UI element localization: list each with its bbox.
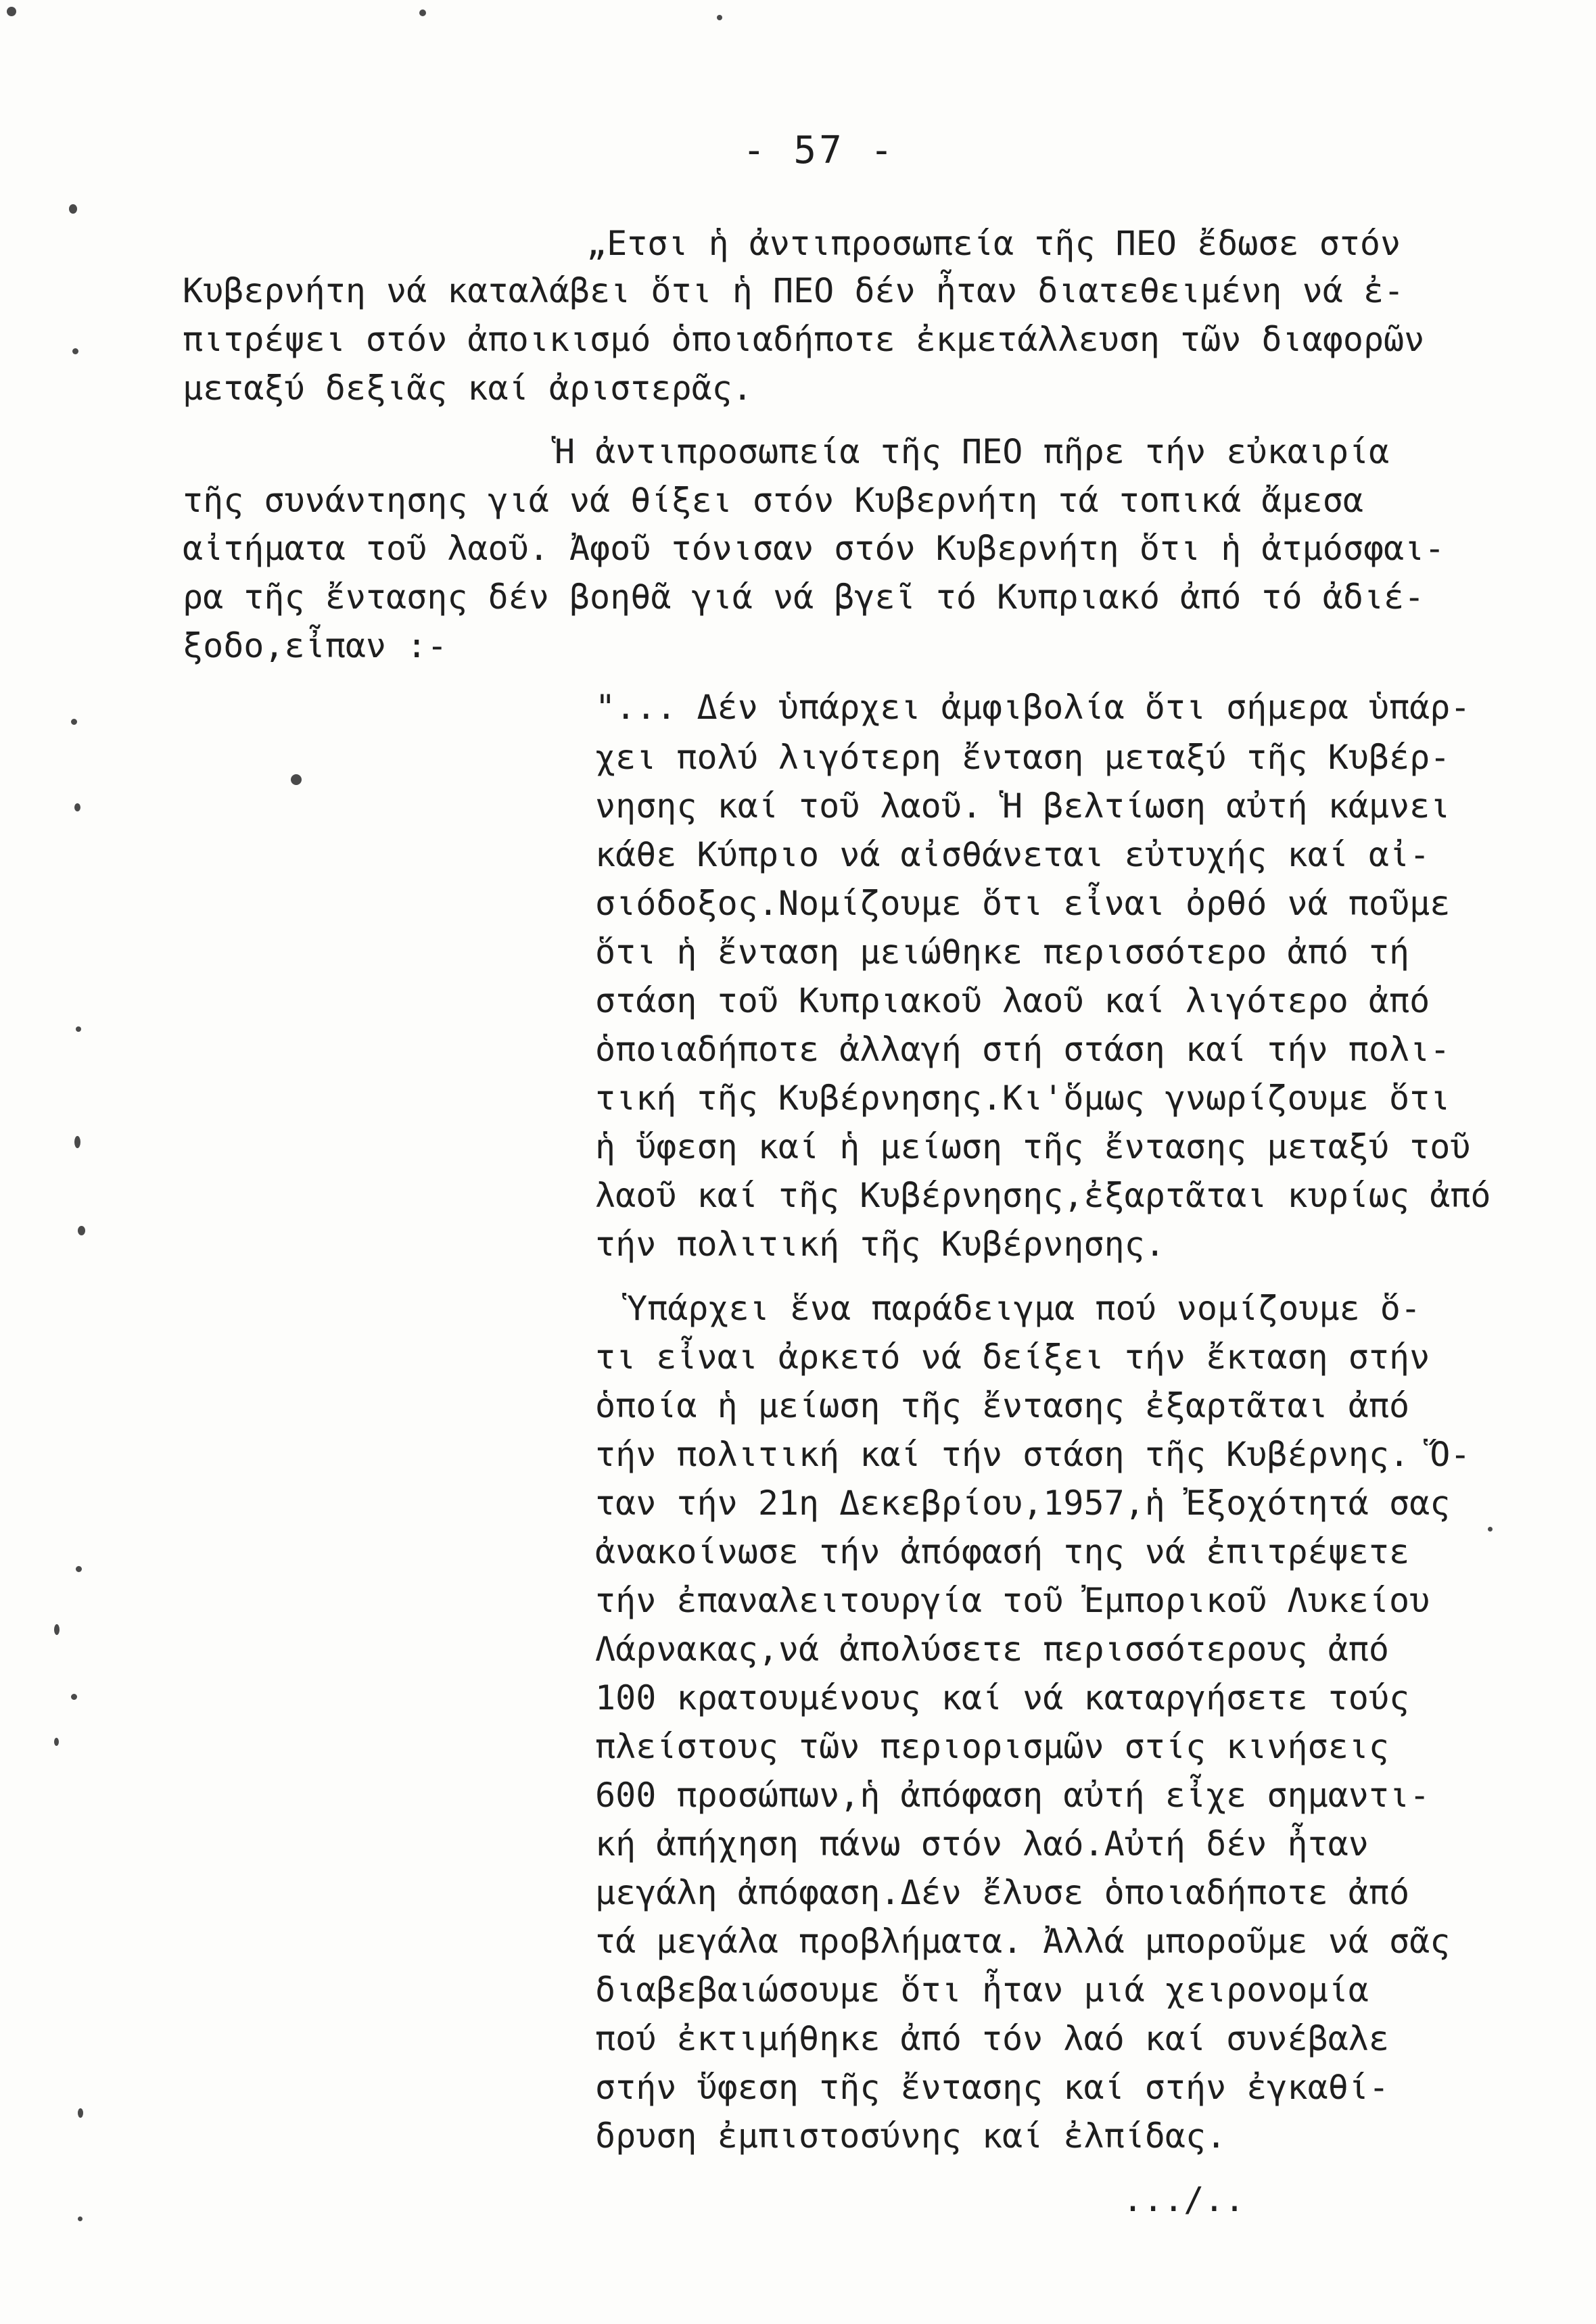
text-line: Λάρνακας,νά ἀπολύσετε περισσότερους ἀπό <box>595 1630 1389 1669</box>
text-line: Ἡ ἀντιπροσωπεία τῆς ΠΕΟ πῆρε τήν εὐκαιρία <box>555 432 1390 471</box>
text-line: λαοῦ καί τῆς Κυβέρνησης,ἐξαρτᾶται κυρίως ἀπό <box>595 1176 1491 1215</box>
text-line: μεγάλη ἀπόφαση.Δέν ἔλυσε ὁποιαδήποτε ἀπό <box>595 1873 1410 1912</box>
text-line: αἰτήματα τοῦ λαοῦ. Ἀφοῦ τόνισαν στόν Κυβερνήτη ὅτι ἡ ἀτμόσφαι- <box>183 529 1445 568</box>
text-line: 600 προσώπων,ἡ ἀπόφαση αὐτή εἶχε σημαντι- <box>595 1776 1430 1815</box>
text-line: κάθε Κύπριο νά αἰσθάνεται εὐτυχής καί αἰ- <box>595 835 1430 874</box>
text-line: χει πολύ λιγότερη ἔνταση μεταξύ τῆς Κυβέρ- <box>595 738 1451 777</box>
scan-speck <box>69 204 77 214</box>
page-number: - 57 - <box>743 128 896 172</box>
scan-speck <box>74 803 80 811</box>
scan-speck <box>78 1226 85 1235</box>
text-line: πού ἐκτιμήθηκε ἀπό τόν λαό καί συνέβαλε <box>595 2019 1389 2058</box>
text-line: πιτρέψει στόν ἀποικισμό ὁποιαδήποτε ἐκμετάλλευση τῶν διαφορῶν <box>183 320 1425 359</box>
text-line: ὁποιαδήποτε ἀλλαγή στή στάση καί τήν πολι- <box>595 1030 1451 1069</box>
text-line: τῆς συνάντησης γιά νά θίξει στόν Κυβερνήτη τά τοπικά ἄμεσα <box>183 481 1363 520</box>
scan-speck <box>72 348 78 354</box>
text-line: ὁποία ἡ μείωση τῆς ἔντασης ἐξαρτᾶται ἀπό <box>595 1386 1410 1425</box>
text-line: νησης καί τοῦ λαοῦ. Ἡ βελτίωση αὐτή κάμνει <box>595 786 1451 826</box>
text-line: ταν τήν 21η Δεκεβρίου,1957,ἡ Ἐξοχότητά σας <box>595 1484 1451 1523</box>
scan-speck <box>7 7 16 16</box>
scan-speck <box>717 15 722 20</box>
scan-speck <box>1488 1527 1493 1532</box>
text-line: ρα τῆς ἔντασης δέν βοηθᾶ γιά νά βγεῖ τό Κυπριακό ἀπό τό ἀδιέ- <box>183 577 1425 617</box>
scan-speck <box>54 1624 60 1635</box>
text-line: τήν πολιτική καί τήν στάση τῆς Κυβέρνης. Ὅ- <box>595 1435 1471 1474</box>
scan-speck <box>78 2216 83 2221</box>
text-line: ἀνακοίνωσε τήν ἀπόφασή της νά ἐπιτρέψετε <box>595 1532 1410 1571</box>
text-line: ἡ ὕφεση καί ἡ μείωση τῆς ἔντασης μεταξύ τοῦ <box>595 1127 1471 1166</box>
text-line: μεταξύ δεξιᾶς καί ἀριστερᾶς. <box>183 369 753 408</box>
text-line: 100 κρατουμένους καί νά καταργήσετε τούς <box>595 1678 1410 1717</box>
text-line: Ὑπάρχει ἕνα παράδειγμα πού νομίζουμε ὅ- <box>627 1289 1421 1328</box>
scan-speck <box>71 719 77 725</box>
scan-speck <box>76 1026 81 1032</box>
scan-speck <box>291 774 302 785</box>
text-line: τήν ἐπαναλειτουργία τοῦ Ἐμπορικοῦ Λυκείου <box>595 1581 1430 1620</box>
text-line: δρυση ἐμπιστοσύνης καί ἐλπίδας. <box>595 2116 1227 2156</box>
scan-speck <box>71 1694 77 1700</box>
scan-speck <box>54 1738 59 1746</box>
text-line: τική τῆς Κυβέρνησης.Κι'ὅμως γνωρίζουμε ὅτι <box>595 1078 1451 1118</box>
continuation-marker: .../.. <box>1123 2180 1245 2219</box>
text-line: "... Δέν ὑπάρχει ἀμφιβολία ὅτι σήμερα ὑπάρ- <box>595 688 1471 727</box>
text-line: πλείστους τῶν περιορισμῶν στίς κινήσεις <box>595 1727 1389 1766</box>
text-line: σιόδοξος.Νομίζουμε ὅτι εἶναι ὀρθό νά ποῦμε <box>595 884 1451 923</box>
text-line: κή ἀπήχηση πάνω στόν λαό.Αὐτή δέν ἦταν <box>595 1824 1369 1864</box>
text-line: τήν πολιτική τῆς Κυβέρνησης. <box>595 1225 1165 1264</box>
text-line: ξοδο,εἶπαν :- <box>183 626 448 665</box>
text-line: Κυβερνήτη νά καταλάβει ὅτι ἡ ΠΕΟ δέν ἦταν διατεθειμένη νά ἐ- <box>183 271 1405 310</box>
scan-speck <box>78 2108 83 2118</box>
text-line: ὅτι ἡ ἔνταση μειώθηκε περισσότερο ἀπό τή <box>595 932 1410 972</box>
text-line: „Ετσι ἡ ἀντιπροσωπεία τῆς ΠΕΟ ἔδωσε στόν <box>586 224 1401 263</box>
scan-speck <box>419 9 426 16</box>
text-line: στήν ὕφεση τῆς ἔντασης καί στήν ἐγκαθί- <box>595 2068 1389 2107</box>
text-line: διαβεβαιώσουμε ὅτι ἦταν μιά χειρονομία <box>595 1970 1369 2010</box>
text-line: τά μεγάλα προβλήματα. Ἀλλά μποροῦμε νά σᾶς <box>595 1922 1451 1961</box>
text-line: τι εἶναι ἀρκετό νά δείξει τήν ἔκταση στήν <box>595 1337 1430 1377</box>
scan-speck <box>74 1136 80 1148</box>
text-line: στάση τοῦ Κυπριακοῦ λαοῦ καί λιγότερο ἀπό <box>595 981 1430 1020</box>
scan-speck <box>76 1566 82 1572</box>
